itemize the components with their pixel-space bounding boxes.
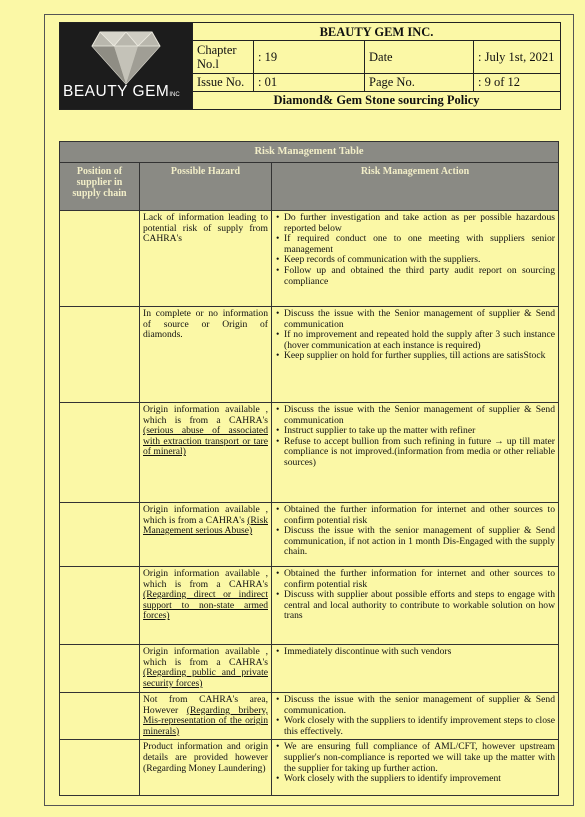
- table-row: [60, 645, 559, 693]
- hazard-text: Origin information available , which is from a CAHRA's: [143, 404, 268, 426]
- table-row: [60, 211, 559, 307]
- date-value: : July 1st, 2021: [474, 41, 561, 73]
- logo-wordmark: BEAUTY GEMINC: [63, 83, 180, 100]
- action-cell: [272, 693, 559, 740]
- table-row: [60, 693, 559, 740]
- action-item: • Discuss the issue with the Senior management of supplier & Send communication: [284, 309, 555, 330]
- action-cell: [272, 567, 559, 645]
- action-cell: [272, 645, 559, 693]
- action-list: [275, 505, 555, 558]
- action-item: • If no improvement and repeated hold the supply after 3 such instance (hover communication at each instance is required): [284, 330, 555, 351]
- position-cell: [60, 567, 140, 645]
- hazard-text: Origin information available , which is from a CAHRA's: [143, 504, 268, 526]
- action-list: [275, 213, 555, 287]
- hazard-text: Lack of information leading to potential risk of supply from CAHRA's: [143, 212, 268, 245]
- diamond-icon: [90, 26, 162, 86]
- position-cell: [60, 307, 140, 403]
- hazard-category: (Regarding direct or indirect support to non-state armed forces): [143, 589, 268, 622]
- action-item: • Work closely with the suppliers to identify improvement steps to close this effectively.: [284, 716, 555, 737]
- hazard-text: In complete or no information of source or Origin of diamonds.: [143, 308, 268, 341]
- table-title: Risk Management Table: [60, 142, 559, 163]
- table-row: [60, 740, 559, 796]
- hazard-category: (serious abuse of associated with extraction transport or tare of mineral): [143, 425, 268, 458]
- action-item: • Discuss with supplier about possible efforts and steps to engage with central and local authority to contribute to workable solution on how trans: [284, 590, 555, 622]
- company-name: BEAUTY GEM INC.: [193, 23, 561, 41]
- column-header-action: Risk Management Action: [272, 163, 559, 211]
- column-header-hazard: Possible Hazard: [140, 163, 272, 211]
- action-list: [275, 405, 555, 469]
- chapter-label: Chapter No.l: [193, 41, 254, 73]
- position-cell: [60, 693, 140, 740]
- hazard-cell: [140, 307, 272, 403]
- table-row: [60, 567, 559, 645]
- action-list: [275, 695, 555, 737]
- issue-value: : 01: [254, 73, 365, 91]
- action-item: • Discuss the issue with the Senior management of supplier & Send communication: [284, 405, 555, 426]
- hazard-cell: [140, 693, 272, 740]
- action-cell: [272, 403, 559, 503]
- position-cell: [60, 740, 140, 796]
- hazard-cell: [140, 567, 272, 645]
- hazard-text: Origin information available , which is from a CAHRA's: [143, 568, 268, 590]
- position-cell: [60, 211, 140, 307]
- action-item: • Discuss the issue with the senior management of supplier & Send communication.: [284, 695, 555, 716]
- action-cell: [272, 740, 559, 796]
- hazard-cell: [140, 503, 272, 567]
- action-item: • Work closely with the suppliers to identify improvement: [284, 774, 555, 785]
- action-cell: [272, 211, 559, 307]
- policy-title: Diamond& Gem Stone sourcing Policy: [193, 91, 561, 109]
- hazard-text: Origin information available , which is from a CAHRA's: [143, 646, 268, 668]
- hazard-category: (Regarding bribery, Mis-representation of the origin minerals): [143, 704, 268, 737]
- position-cell: [60, 503, 140, 567]
- hazard-cell: [140, 403, 272, 503]
- page-value: : 9 of 12: [474, 73, 561, 91]
- position-cell: [60, 403, 140, 503]
- action-cell: [272, 307, 559, 403]
- issue-label: Issue No.: [193, 73, 254, 91]
- action-item: • Keep supplier on hold for further supplies, till actions are satisStock: [284, 351, 555, 362]
- position-cell: [60, 645, 140, 693]
- column-header-position: Position of supplier in supply chain: [60, 163, 140, 211]
- hazard-category: (Risk Management serious Abuse): [143, 514, 268, 537]
- action-item: • Refuse to accept bullion from such refining in future → up till mater compliance is not improved.(information from media or other reliable sources): [284, 437, 555, 469]
- action-item: • Discuss the issue with the senior management of supplier & Send communication, if not action in 1 month Dis-Engaged with the supply chain.: [284, 526, 555, 558]
- table-row: [60, 307, 559, 403]
- hazard-text: Not from CAHRA's area, However: [143, 694, 268, 716]
- document-header: [59, 22, 561, 110]
- hazard-cell: [140, 740, 272, 796]
- hazard-category: (Regarding public and private security forces): [143, 667, 268, 689]
- hazard-cell: [140, 211, 272, 307]
- action-item: • Do further investigation and take action as per possible hazardous reported below: [284, 213, 555, 234]
- risk-management-table: [59, 141, 559, 796]
- action-item: • Follow up and obtained the third party audit report on sourcing compliance: [284, 266, 555, 287]
- action-item: • Instruct supplier to take up the matter with refiner: [284, 426, 555, 437]
- action-item: • We are ensuring full compliance of AML/CFT, however upstream supplier's non-compliance is reported we will take up the matter with the supplier for taking up further action.: [284, 742, 555, 774]
- action-item: • Keep records of communication with the suppliers.: [284, 255, 555, 266]
- action-item: • Immediately discontinue with such vendors: [284, 647, 555, 658]
- hazard-cell: [140, 645, 272, 693]
- page-label: Page No.: [365, 73, 474, 91]
- action-list: [275, 309, 555, 362]
- action-list: [275, 569, 555, 622]
- table-row: [60, 403, 559, 503]
- risk-table-body: [60, 211, 559, 796]
- company-logo: [60, 23, 193, 110]
- action-cell: [272, 503, 559, 567]
- action-item: • If required conduct one to one meeting with suppliers senior management: [284, 234, 555, 255]
- action-list: [275, 742, 555, 784]
- date-label: Date: [365, 41, 474, 73]
- hazard-text: Product information and origin details are provided however (Regarding Money Laundering): [143, 741, 268, 774]
- action-item: • Obtained the further information for internet and other sources to confirm potential risk: [284, 505, 555, 526]
- action-item: • Obtained the further information for internet and other sources to confirm potential risk: [284, 569, 555, 590]
- chapter-value: : 19: [254, 41, 365, 73]
- table-row: [60, 503, 559, 567]
- action-list: [275, 647, 555, 658]
